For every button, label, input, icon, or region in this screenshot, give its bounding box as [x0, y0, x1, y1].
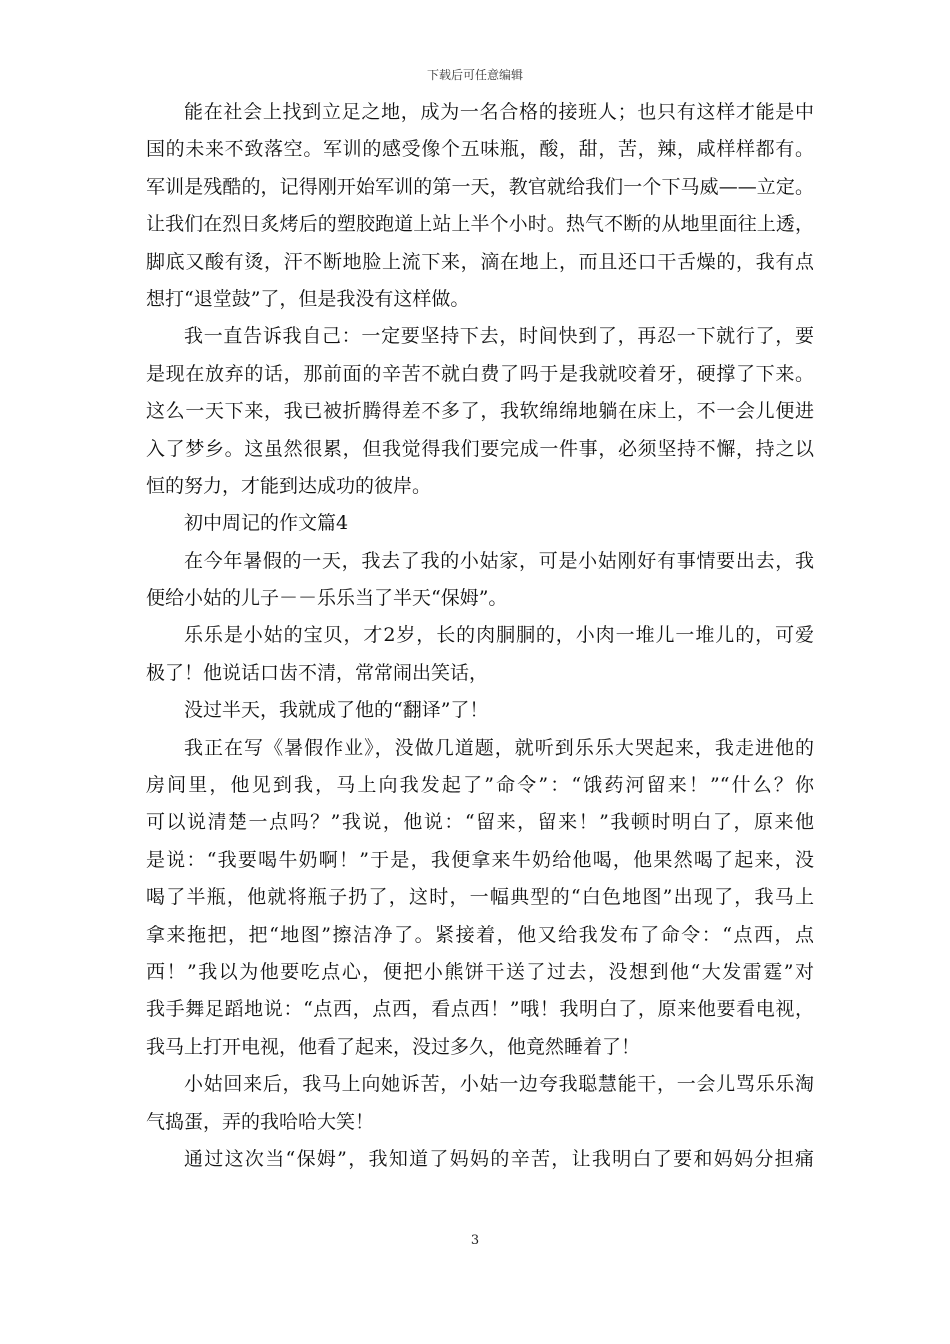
text-line: 是说：“我要喝牛奶啊！”于是，我便拿来牛奶给他喝，他果然喝了起来，没 [146, 848, 814, 871]
page-header: 下载后可任意编辑 [426, 68, 523, 82]
text-line: 乐乐是小姑的宝贝，才2岁，长的肉胴胴的，小肉一堆儿一堆儿的，可爱 [184, 624, 814, 647]
text-line: 可以说清楚一点吗？”我说，他说：“留来，留来！”我顿时明白了，原来他 [146, 811, 814, 834]
text-line: 我手舞足蹈地说：“点西，点西，看点西！”哦！我明白了，原来他要看电视， [146, 998, 814, 1021]
text-line: 西！”我以为他要吃点心，便把小熊饼干送了过去，没想到他“大发雷霆”对 [146, 960, 814, 983]
text-line: 恒的努力，才能到达成功的彼岸。 [146, 474, 432, 497]
text-line: 小姑回来后，我马上向她诉苦，小姑一边夸我聪慧能干，一会儿骂乐乐淘 [184, 1073, 814, 1096]
text-line: 想打“退堂鼓”了，但是我没有这样做。 [146, 287, 470, 310]
text-line: 喝了半瓶，他就将瓶子扔了，这时，一幅典型的“白色地图”出现了，我马上 [146, 886, 814, 909]
text-line: 气捣蛋，弄的我哈哈大笑！ [146, 1110, 375, 1133]
text-line: 让我们在烈日炙烤后的塑胶跑道上站上半个小时。热气不断的从地里面往上透， [146, 213, 814, 236]
text-line: 我正在写《暑假作业》，没做几道题，就听到乐乐大哭起来，我走进他的 [184, 736, 814, 759]
document-body [146, 94, 814, 1178]
text-line: 拿来拖把，把“地图”擦洁净了。紧接着，他又给我发布了命令：“点西，点 [146, 923, 814, 946]
page-number: 3 [470, 1233, 480, 1248]
text-line: 没过半天，我就成了他的“翻译”了！ [184, 699, 489, 722]
text-line: 我一直告诉我自己：一定要坚持下去，时间快到了，再忍一下就行了，要 [184, 325, 814, 348]
text-line: 是现在放弃的话，那前面的辛苦不就白费了吗于是我就咬着牙，硬撑了下来。 [146, 362, 814, 385]
text-line: 在今年暑假的一天，我去了我的小姑家，可是小姑刚好有事情要出去，我 [184, 549, 814, 572]
text-line: 这么一天下来，我已被折腾得差不多了，我软绵绵地躺在床上，不一会儿便进 [146, 400, 814, 423]
text-line: 便给小姑的儿子－－乐乐当了半天“保姆”。 [146, 587, 508, 610]
text-line: 能在社会上找到立足之地，成为一名合格的接班人；也只有这样才能是中 [184, 101, 814, 123]
text-line: 我马上打开电视，他看了起来，没过多久，他竟然睡着了！ [146, 1035, 641, 1058]
text-line: 通过这次当“保姆”，我知道了妈妈的辛苦，让我明白了要和妈妈分担痛 [184, 1147, 814, 1170]
text-line: 脚底又酸有烫，汗不断地脸上流下来，滴在地上，而且还口干舌燥的，我有点 [146, 250, 814, 273]
text-line: 国的未来不致落空。军训的感受像个五味瓶，酸，甜，苦，辣，咸样样都有。 [146, 138, 814, 161]
text-line: 入了梦乡。这虽然很累，但我觉得我们要完成一件事，必须坚持不懈，持之以 [146, 437, 814, 460]
text-line: 军训是残酷的，记得刚开始军训的第一天，教官就给我们一个下马威——立定。 [146, 175, 814, 198]
text-line: 极了！他说话口齿不清，常常闹出笑话， [146, 661, 489, 684]
text-line: 房间里，他见到我，马上向我发起了”命令”：“饿药河留来！”“什么？你 [146, 774, 814, 797]
text-line: 初中周记的作文篇4 [184, 512, 349, 535]
